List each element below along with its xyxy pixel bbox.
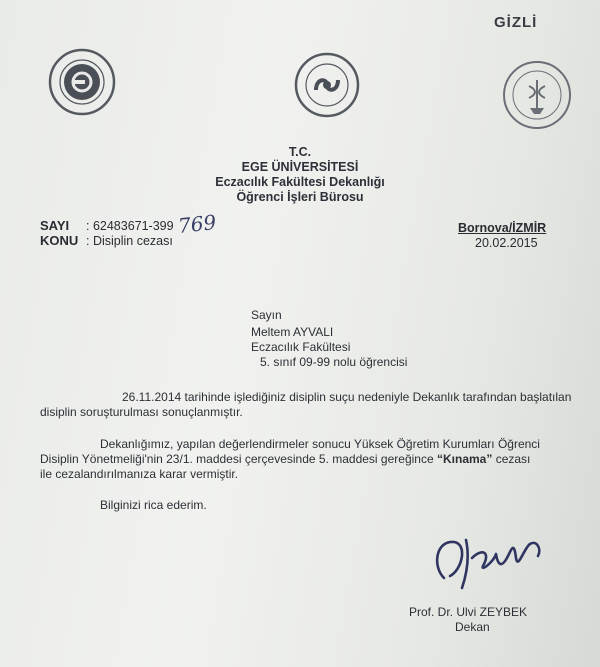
recipient-name: Meltem AYVALI (251, 325, 334, 339)
signatory-title: Dekan (455, 620, 490, 634)
paragraph-2-line-3: ile cezalandırılmanıza karar vermiştir. (40, 467, 239, 481)
paragraph-2-line-2-text: Disiplin Yönetmeliği'nin 23/1. maddesi çerçevesinde 5. maddesi gereğince (40, 452, 434, 466)
sayi-label: SAYI (40, 218, 70, 233)
ege-university-seal-icon (48, 48, 116, 116)
header-university: EGE ÜNİVERSİTESİ (241, 160, 359, 174)
recipient-class: 5. sınıf 09-99 nolu öğrencisi (260, 355, 408, 369)
date: 20.02.2015 (475, 236, 538, 250)
salutation: Sayın (251, 308, 282, 322)
signatory-name: Prof. Dr. Ulvi ZEYBEK (409, 605, 528, 619)
paragraph-1-line-1: 26.11.2014 tarihinde işlediğiniz disiplin suçu nedeniyle Dekanlık tarafından başlatılan (122, 390, 572, 404)
konu-label: KONU (40, 233, 79, 248)
recipient-faculty: Eczacılık Fakültesi (251, 340, 351, 354)
place-text: Bornova/İZMİR (458, 221, 547, 235)
paragraph-2-line-2-end: cezası (495, 452, 531, 466)
closing-line: Bilginizi rica ederim. (100, 498, 207, 512)
place (458, 221, 546, 235)
paragraph-1-line-2: disiplin soruşturulması sonuçlanmıştır. (40, 405, 243, 419)
paragraph-2-line-1: Dekanlığımız, yapılan değerlendirmeler sonucu Yüksek Öğretim Kurumları Öğrenci (100, 437, 540, 451)
penalty-type: “Kınama” (436, 452, 493, 466)
paragraph-2-line-2 (40, 452, 530, 466)
classification-label: GİZLİ (494, 14, 538, 31)
header-faculty: Eczacılık Fakültesi Dekanlığı (215, 175, 385, 189)
header-office: Öğrenci İşleri Bürosu (236, 190, 364, 204)
header-tc: T.C. (288, 145, 312, 159)
ege-university-logo-icon (294, 52, 360, 118)
pharmacy-faculty-seal-icon (502, 60, 572, 130)
handwritten-signature-icon (426, 518, 556, 593)
konu-value: : Disiplin cezası (86, 234, 173, 248)
sayi-value: : 62483671-399 (86, 219, 174, 233)
sayi-handwritten-number: 769 (176, 210, 218, 238)
